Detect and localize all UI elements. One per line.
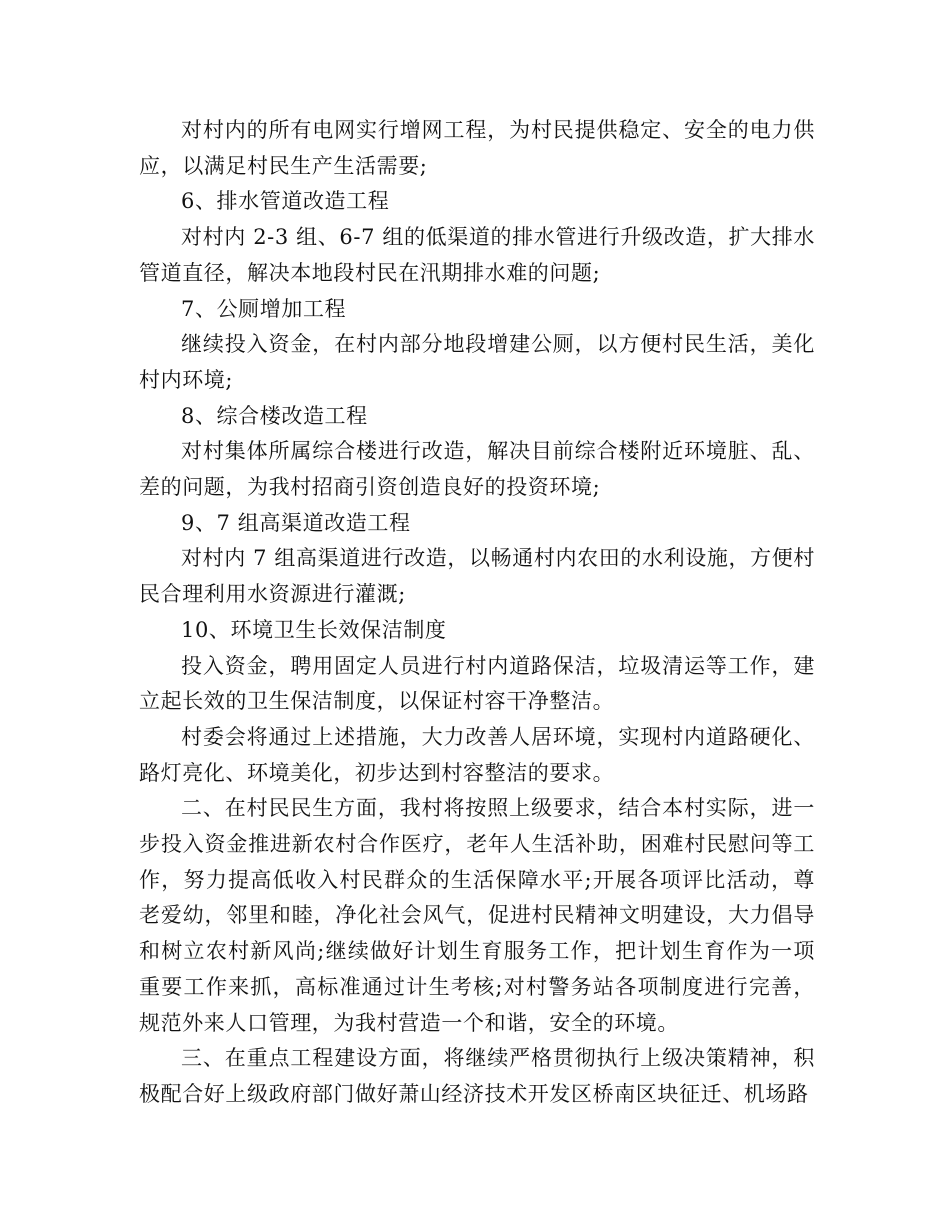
heading-channel-project: 9、7 组高渠道改造工程 — [181, 510, 411, 535]
paragraph-key-projects: 三、在重点工程建设方面，将继续严格贯彻执行上级决策精神，积极配合好上级政府部门做好萧山经济技术开发区桥南区块征迁、机场路 — [139, 1046, 815, 1106]
heading-toilet-project: 7、公厕增加工程 — [181, 296, 347, 321]
paragraph-toilets: 继续投入资金，在村内部分地段增建公厕，以方便村民生活，美化村内环境; — [139, 332, 815, 392]
paragraph-sanitation: 投入资金，聘用固定人员进行村内道路保洁，垃圾清运等工作，建立起长效的卫生保洁制度，以保证村容干净整洁。 — [139, 653, 815, 714]
paragraph-building: 对村集体所属综合楼进行改造，解决目前综合楼附近环境脏、乱、差的问题，为我村招商引资创造良好的投资环境; — [139, 439, 815, 500]
heading-sanitation-system: 10、环境卫生长效保洁制度 — [181, 617, 447, 642]
heading-drainage-project: 6、排水管道改造工程 — [181, 189, 390, 214]
document-body — [139, 113, 815, 1113]
paragraph-drainage: 对村内 2-3 组、6-7 组的低渠道的排水管进行升级改造，扩大排水管道直径，解决本地段村民在汛期排水难的问题; — [139, 225, 815, 285]
paragraph-livelihood: 二、在村民民生方面，我村将按照上级要求，结合本村实际，进一步投入资金推进新农村合作医疗，老年人生活补助，困难村民慰问等工作，努力提高低收入村民群众的生活保障水平;开展各项评比活动，尊老爱幼，邻里和睦，净化社会风气，促进村民精神文明建设，大力倡导和树立农村新风尚;继续做好计划生育服务工作，把计划生育作为一项重要工作来抓，高标准通过计生考核;对村警务站各项制度进行完善，规范外来人口管理，为我村营造一个和谐，安全的环境。 — [139, 796, 815, 1035]
paragraph-environment-summary: 村委会将通过上述措施，大力改善人居环境，实现村内道路硬化、路灯亮化、环境美化，初步达到村容整洁的要求。 — [139, 724, 815, 785]
paragraph-channel: 对村内 7 组高渠道进行改造，以畅通村内农田的水利设施，方便村民合理利用水资源进行灌溉; — [139, 546, 815, 607]
paragraph-power-grid: 对村内的所有电网实行增网工程，为村民提供稳定、安全的电力供应，以满足村民生产生活需要; — [139, 118, 815, 178]
heading-building-project: 8、综合楼改造工程 — [181, 403, 368, 428]
